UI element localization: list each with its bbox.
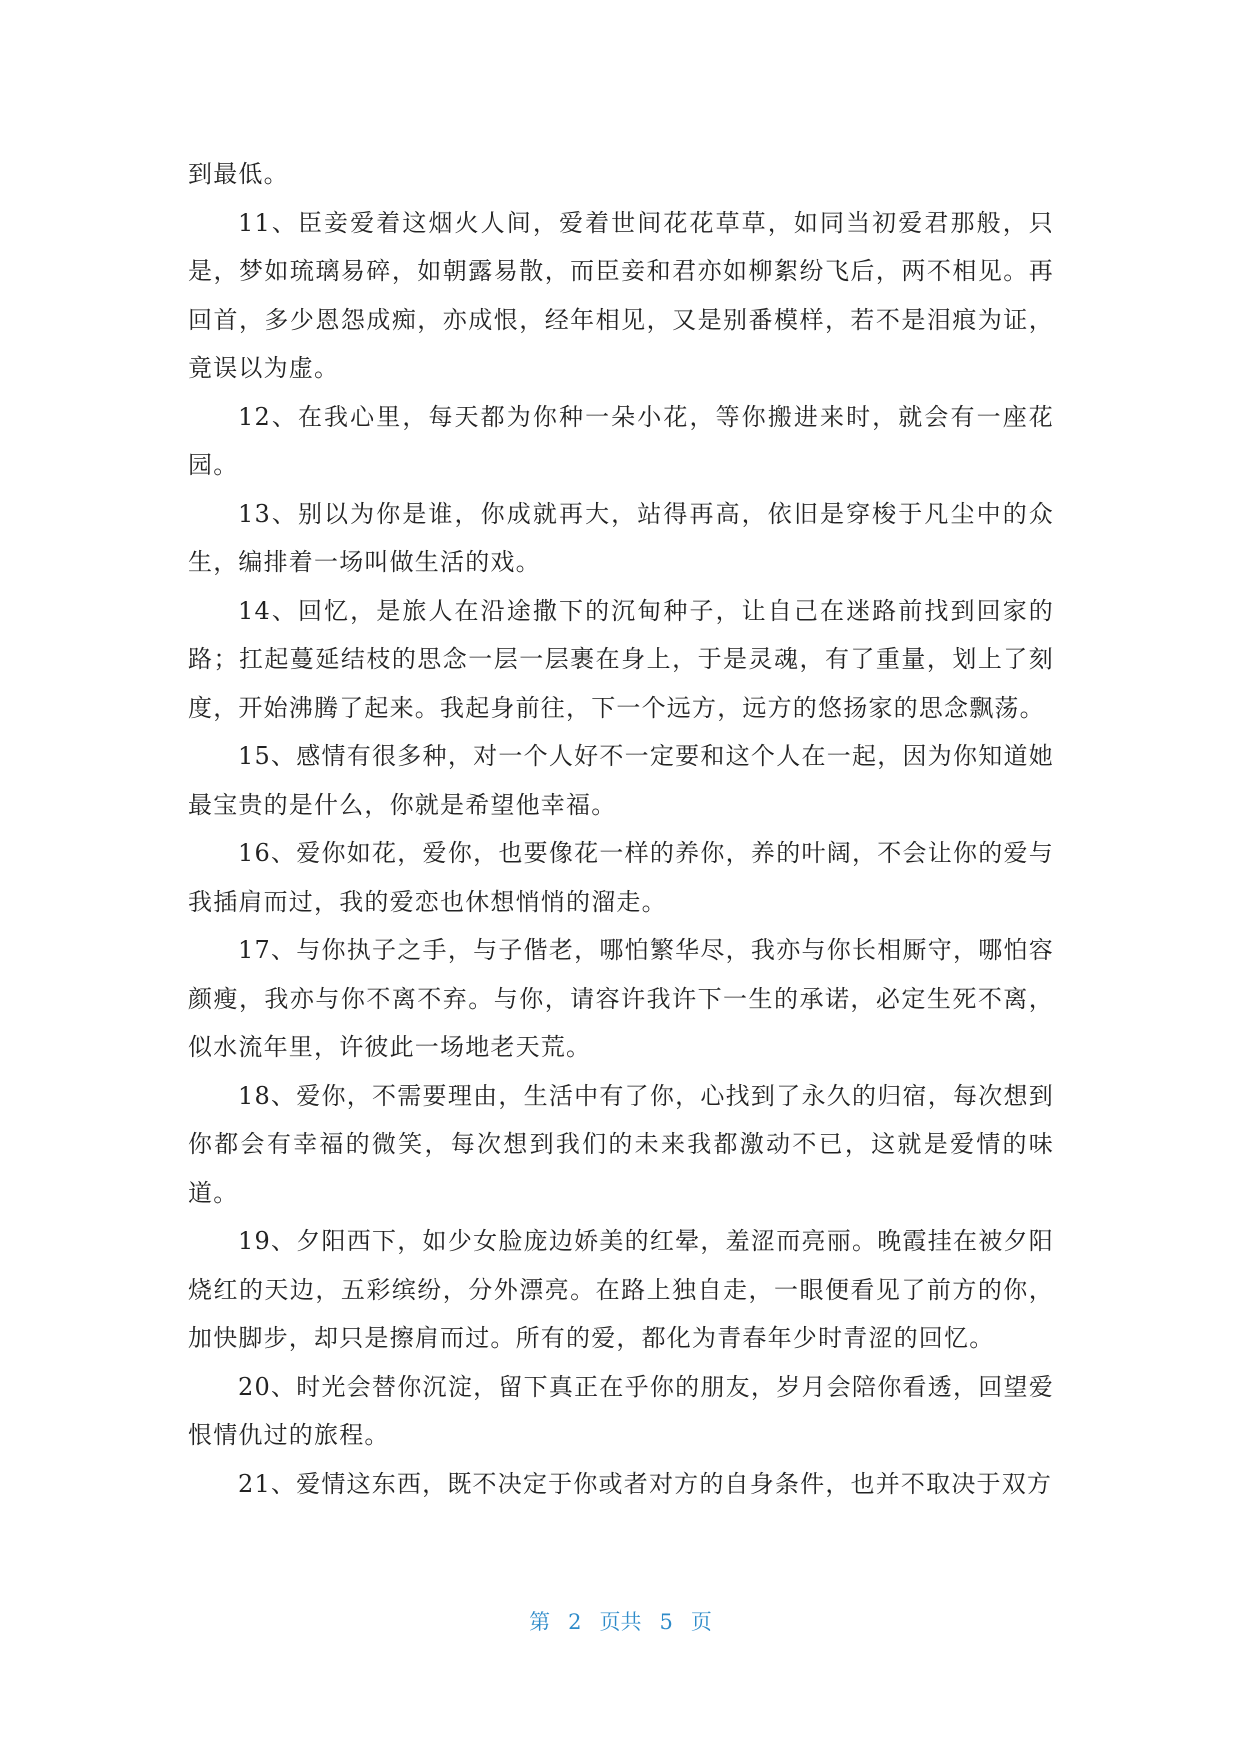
paragraph-19: 19、夕阳西下，如少女脸庞边娇美的红晕，羞涩而亮丽。晚霞挂在被夕阳烧红的天边，五彩缤纷，分外漂亮。在路上独自走，一眼便看见了前方的你，加快脚步，却只是擦肩而过。所有的爱，都化为青春年少时青涩的回忆。 [188, 1227, 1054, 1352]
paragraph-14: 14、回忆，是旅人在沿途撒下的沉甸种子，让自己在迷路前找到回家的路；扛起蔓延结枝的思念一层一层裹在身上，于是灵魂，有了重量，划上了刻度，开始沸腾了起来。我起身前往，下一个远方，远方的悠扬家的思念飘荡。 [188, 596, 1054, 722]
paragraph-continuation: 到最低。 [188, 160, 289, 188]
footer-current-page: 2 [568, 1610, 582, 1634]
document-body [188, 150, 1054, 1508]
paragraph-21: 21、爱情这东西，既不决定于你或者对方的自身条件，也并不取决于双方 [238, 1469, 1053, 1498]
footer-middle: 页共 [599, 1610, 642, 1634]
footer-suffix: 页 [690, 1610, 712, 1634]
footer-total-pages: 5 [659, 1610, 673, 1634]
paragraph-20: 20、时光会替你沉淀，留下真正在乎你的朋友，岁月会陪你看透，回望爱恨情仇过的旅程。 [188, 1372, 1054, 1449]
paragraph-17: 17、与你执子之手，与子偕老，哪怕繁华尽，我亦与你长相厮守，哪怕容颜瘦，我亦与你不离不弃。与你，请容许我许下一生的承诺，必定生死不离，似水流年里，许彼此一场地老天荒。 [188, 936, 1054, 1061]
paragraph-12: 12、在我心里，每天都为你种一朵小花，等你搬进来时，就会有一座花园。 [188, 402, 1054, 479]
paragraph-16: 16、爱你如花，爱你，也要像花一样的养你，养的叶阔，不会让你的爱与我插肩而过，我的爱恋也休想悄悄的溜走。 [188, 839, 1054, 916]
paragraph-11: 11、臣妾爱着这烟火人间，爱着世间花花草草，如同当初爱君那般，只是，梦如琉璃易碎，如朝露易散，而臣妾和君亦如柳絮纷飞后，两不相见。再回首，多少恩怨成痴，亦成恨，经年相见，又是别番模样，若不是泪痕为证，竟误以为虚。 [188, 208, 1054, 382]
paragraph-15: 15、感情有很多种，对一个人好不一定要和这个人在一起，因为你知道她最宝贵的是什么，你就是希望他幸福。 [188, 742, 1054, 819]
footer-prefix: 第 [529, 1610, 551, 1634]
page-footer [0, 1606, 1241, 1636]
paragraph-13: 13、别以为你是谁，你成就再大，站得再高，依旧是穿梭于凡尘中的众生，编排着一场叫做生活的戏。 [188, 499, 1054, 576]
paragraph-18: 18、爱你，不需要理由，生活中有了你，心找到了永久的归宿，每次想到你都会有幸福的微笑，每次想到我们的未来我都激动不已，这就是爱情的味道。 [188, 1081, 1054, 1207]
